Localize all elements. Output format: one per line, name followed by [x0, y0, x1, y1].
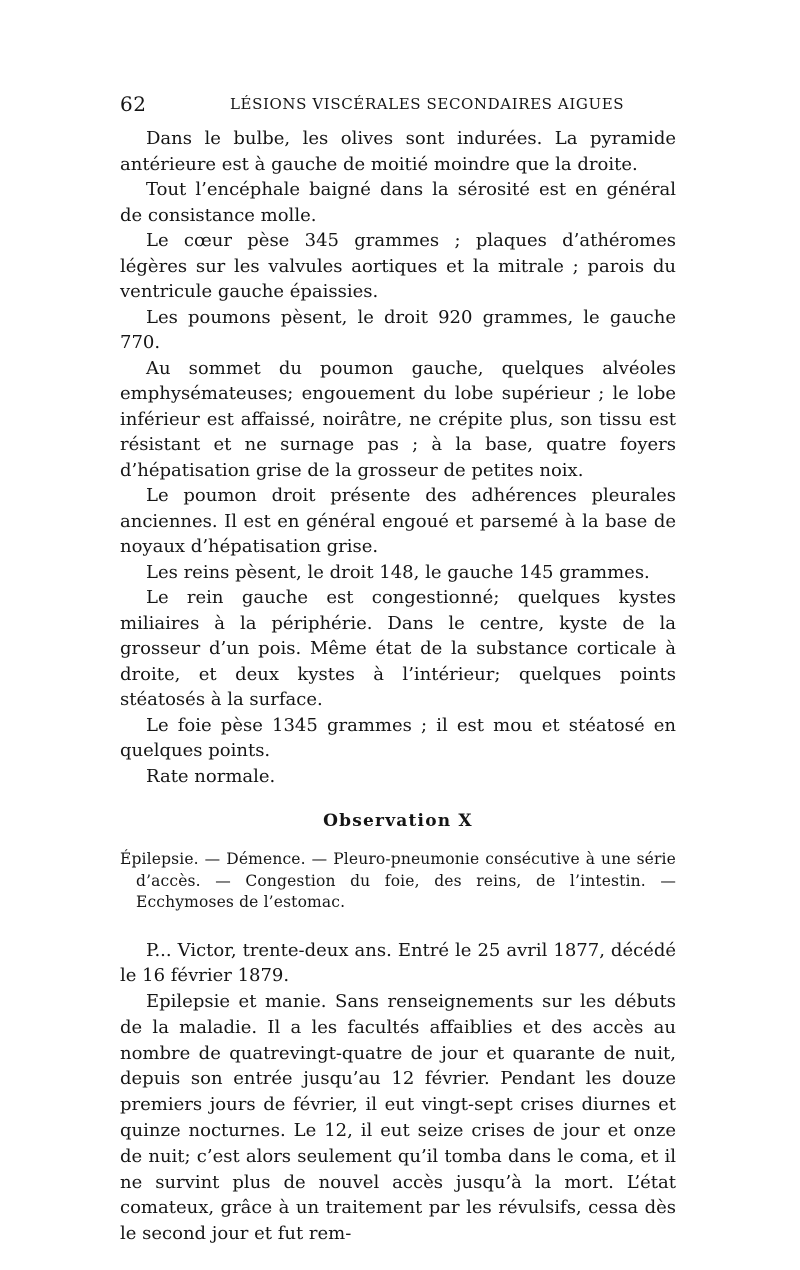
page-number: 62 — [120, 92, 147, 116]
paragraph-poumon-droit: Le poumon droit présente des adhérences pleurales anciennes. Il est en général engoué et parsemé à la base de noyaux d’hépatisation grise. — [120, 485, 676, 557]
paragraph-bulbe: Dans le bulbe, les olives sont indurées. La pyramide antérieure est à gauche de moitié moindre que la droite. — [120, 128, 676, 175]
observation-paragraph-patient: P... Victor, trente-deux ans. Entré le 25 avril 1877, décédé le 16 février 1879. — [120, 939, 676, 987]
paragraph-poumon-gauche: Au sommet du poumon gauche, quelques alvéoles emphysémateuses; engouement du lobe supérieur ; le lobe inférieur est affaissé, noirâtre, ne crépite plus, son tissu est résistant et ne surnage pas ; à la base, quatre foyers d’hépatisation grise de la grosseur de petites noix. — [120, 357, 676, 481]
page-header — [120, 92, 680, 120]
paragraph-rein-gauche: Le rein gauche est congestionné; quelques kystes miliaires à la périphérie. Dans le centre, kyste de la grosseur d’un pois. Même état de la substance corticale à droite, et deux kystes à l’intérieur; quelques points stéatosés à la surface. — [120, 587, 676, 710]
paragraph-poumons: Les poumons pèsent, le droit 920 grammes, le gauche 770. — [120, 306, 676, 353]
observation-paragraph-history: Epilepsie et manie. Sans renseignements sur les débuts de la maladie. Il a les facultés affaiblies et des accès au nombre de quatrevingt-quatre de jour et quarante de nuit, depuis son entrée jusqu’au 12 février. Pendant les douze premiers jours de février, il eut vingt-sept crises diurnes et quinze nocturnes. Le 12, il eut seize crises de jour et onze de nuit; c’est alors seulement qu’il tomba dans le coma, et il ne survint plus de nouvel accès jusqu’à la mort. L’état comateux, grâce à un traitement par les révulsifs, cessa dès le second jour et fut rem- — [120, 991, 676, 1245]
paragraph-coeur: Le cœur pèse 345 grammes ; plaques d’athéromes légères sur les valvules aortiques et la mitrale ; parois du ventricule gauche épaissies. — [120, 230, 676, 302]
observation-body — [120, 938, 676, 1248]
observation-title: Observation X — [323, 811, 473, 831]
paragraph-reins: Les reins pèsent, le droit 148, le gauche 145 grammes. — [146, 561, 650, 583]
paragraph-rate: Rate normale. — [146, 765, 276, 787]
page-body — [120, 126, 676, 1247]
paragraph-encephale: Tout l’encéphale baigné dans la sérosité est en général de consistance molle. — [120, 179, 676, 226]
paragraph-foie: Le foie pèse 1345 grammes ; il est mou et stéatosé en quelques points. — [120, 714, 676, 761]
observation-summary: Épilepsie. — Démence. — Pleuro-pneumonie consécutive à une série d’accès. — Congestion du foie, des reins, de l’intestin. — Ecchymoses de l’estomac. — [120, 850, 676, 911]
running-title: LÉSIONS VISCÉRALES SECONDAIRES AIGUES — [230, 95, 625, 113]
